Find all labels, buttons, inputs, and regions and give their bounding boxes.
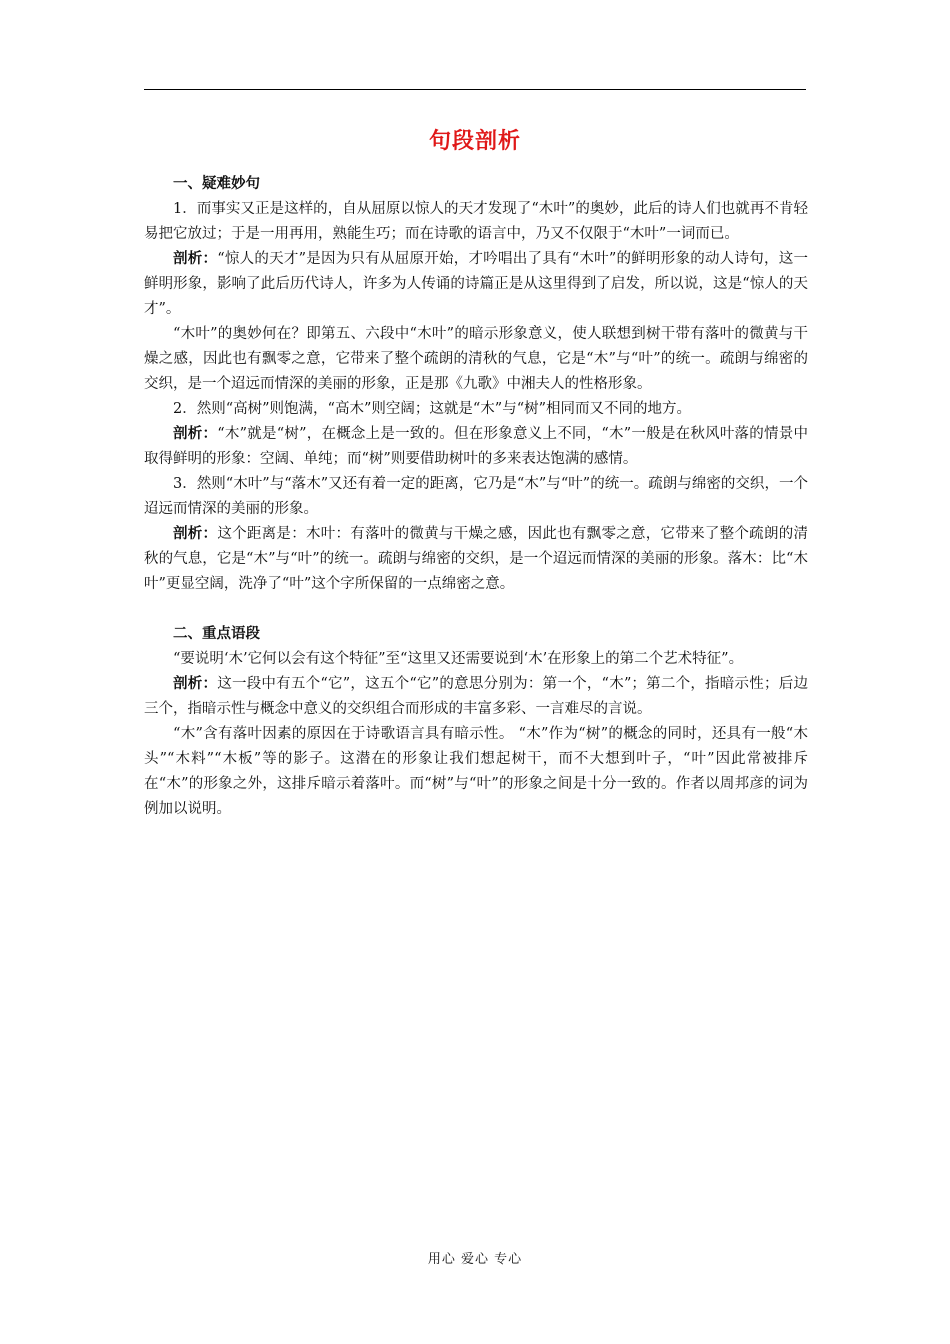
- analysis-label: 剖析：: [173, 251, 218, 267]
- paragraph-text: 这一段中有五个“它”，这五个“它”的意思分别为：第一个，“木”；第二个，指暗示性；后边三个，指暗示性与概念中意义的交织组合而形成的丰富多彩、一言难尽的言说。: [144, 676, 808, 717]
- header-rule: [144, 89, 806, 90]
- paragraph-text: “木”含有落叶因素的原因在于诗歌语言具有暗示性。 “木”作为“树”的概念的同时，还具有一般“木头”“木料”“木板”等的影子。这潜在的形象让我们想起树干，而不大想到叶子，“叶”因此常被排斥在“木”的形象之外，这排斥暗示着落叶。而“树”与“叶”的形象之间是十分一致的。作者以周邦彦的词为例加以说明。: [144, 726, 808, 817]
- paragraph: [144, 472, 808, 522]
- analysis-paragraph: [144, 247, 808, 322]
- paragraph-text: “木叶”的奥妙何在？即第五、六段中“木叶”的暗示形象意义，使人联想到树干带有落叶的微黄与干燥之感，因此也有飘零之意，它带来了整个疏朗的清秋的气息，它是“木”与“叶”的统一。疏朗与绵密的交织，是一个迢远而情深的美丽的形象，正是那《九歌》中湘夫人的性格形象。: [144, 326, 808, 392]
- paragraph-text: 3．然则“木叶”与“落木”又还有着一定的距离，它乃是“木”与“叶”的统一。疏朗与绵密的交织，一个迢远而情深的美丽的形象。: [144, 476, 808, 517]
- paragraph-text: “惊人的天才”是因为只有从屈原开始，才吟唱出了具有“木叶”的鲜明形象的动人诗句，这一鲜明形象，影响了此后历代诗人，许多为人传诵的诗篇正是从这里得到了启发，所以说，这是“惊人的天才”。: [144, 251, 809, 317]
- analysis-label: 剖析：: [173, 526, 218, 542]
- paragraph: [144, 322, 808, 397]
- paragraph: [144, 397, 808, 422]
- page-footer: 用心 爱心 专心: [427, 1252, 523, 1267]
- paragraph-text: “要说明‘木’它何以会有这个特征”至“这里又还需要说到‘木’在形象上的第二个艺术特征”。: [173, 651, 744, 667]
- section-heading: 一、疑难妙句: [173, 176, 260, 192]
- analysis-label: 剖析：: [173, 676, 218, 692]
- analysis-label: 剖析：: [173, 426, 218, 442]
- paragraph: [144, 197, 808, 247]
- paragraph: [144, 722, 808, 822]
- section-heading: 二、重点语段: [173, 626, 260, 642]
- paragraph-text: 这个距离是：木叶：有落叶的微黄与干燥之感，因此也有飘零之意，它带来了整个疏朗的清秋的气息，它是“木”与“叶”的统一。疏朗与绵密的交织，是一个迢远而情深的美丽的形象。落木：比“木叶”更显空阔，洗净了“叶”这个字所保留的一点绵密之意。: [144, 526, 809, 592]
- analysis-paragraph: [144, 522, 808, 597]
- paragraph-text: 2．然则“高树”则饱满，“高木”则空阔；这就是“木”与“树”相同而又不同的地方。: [173, 401, 692, 417]
- paragraph-text: 1．而事实又正是这样的，自从屈原以惊人的天才发现了“木叶”的奥妙，此后的诗人们也就再不肯轻易把它放过；于是一用再用，熟能生巧；而在诗歌的语言中，乃又不仅限于“木叶”一词而已。: [144, 201, 808, 242]
- paragraph-text: “木”就是“树”，在概念上是一致的。但在形象意义上不同，“木”一般是在秋风叶落的情景中取得鲜明的形象：空阔、单纯；而“树”则要借助树叶的多来表达饱满的感情。: [144, 426, 808, 467]
- section-key-passage: [144, 622, 808, 822]
- analysis-paragraph: [144, 422, 808, 472]
- page-title: 句段剖析: [428, 129, 521, 154]
- document-body: [144, 172, 808, 822]
- section-difficult-sentences: [144, 172, 808, 597]
- analysis-paragraph: [144, 672, 808, 722]
- paragraph: [144, 647, 808, 672]
